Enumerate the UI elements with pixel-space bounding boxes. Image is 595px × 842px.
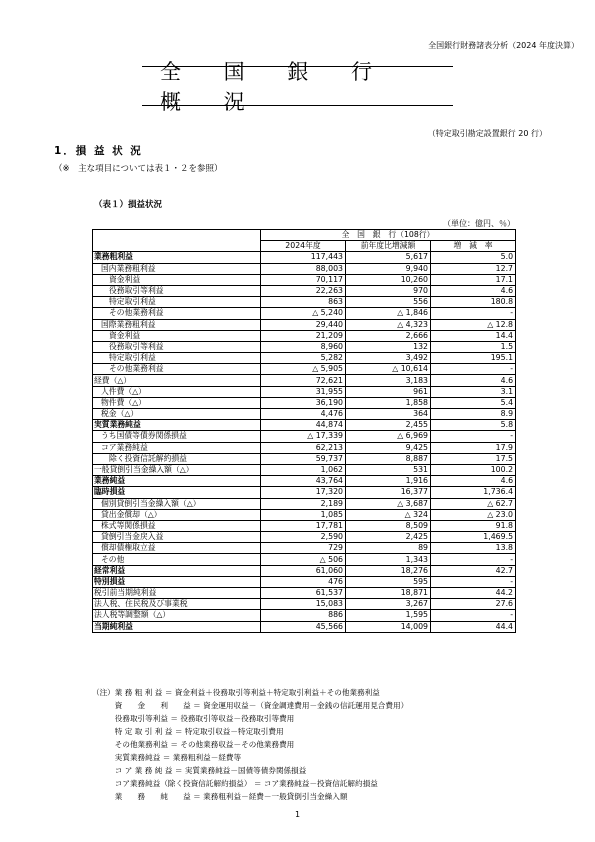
value-change: 970 — [346, 285, 431, 296]
value-rate: 17.5 — [431, 453, 516, 464]
value-change: 132 — [346, 341, 431, 352]
table-row — [93, 364, 516, 375]
table-row — [93, 409, 516, 420]
value-rate: △ 23.0 — [431, 509, 516, 520]
footnote: 特 定 取 引 利 益 ＝ 特定取引収益－特定取引費用 — [92, 727, 284, 736]
row-label: 除く投資信託解約損益 — [93, 453, 261, 464]
value-rate: 5.8 — [431, 420, 516, 431]
row-label: 経費（△） — [93, 375, 261, 386]
table-body — [93, 252, 516, 632]
value-change: 3,183 — [346, 375, 431, 386]
row-label: 税引前当期純利益 — [93, 588, 261, 599]
value-rate: - — [431, 554, 516, 565]
row-label: 人件費（△） — [93, 386, 261, 397]
value-2024: 4,476 — [261, 409, 346, 420]
table-row — [93, 532, 516, 543]
value-rate: 13.8 — [431, 543, 516, 554]
value-rate: 12.7 — [431, 263, 516, 274]
value-change: △ 324 — [346, 509, 431, 520]
value-2024: 15,083 — [261, 599, 346, 610]
header-group: 全 国 銀 行（108行） — [261, 230, 516, 241]
value-2024: 61,537 — [261, 588, 346, 599]
value-2024: 29,440 — [261, 319, 346, 330]
value-rate: 4.6 — [431, 375, 516, 386]
table-row — [93, 599, 516, 610]
row-label: 特定取引利益 — [93, 353, 261, 364]
value-rate: 3.1 — [431, 386, 516, 397]
row-label: 物件費（△） — [93, 397, 261, 408]
value-rate: 44.2 — [431, 588, 516, 599]
value-rate: 195.1 — [431, 353, 516, 364]
value-change: 1,343 — [346, 554, 431, 565]
value-rate: 8.9 — [431, 409, 516, 420]
table-row — [93, 621, 516, 632]
value-change: 8,509 — [346, 520, 431, 531]
value-2024: 1,085 — [261, 509, 346, 520]
footnote: 実質業務純益 ＝ 業務粗利益－経費等 — [92, 753, 242, 762]
row-label: 業務純益 — [93, 476, 261, 487]
row-label: 貸出金償却（△） — [93, 509, 261, 520]
value-rate: 27.6 — [431, 599, 516, 610]
row-label: 役務取引等利益 — [93, 341, 261, 352]
value-change: 3,267 — [346, 599, 431, 610]
value-change: 16,377 — [346, 487, 431, 498]
value-change: 3,492 — [346, 353, 431, 364]
unit-note: （単位：億円、％） — [443, 219, 515, 228]
footnotes — [92, 686, 408, 803]
value-change: △ 6,969 — [346, 431, 431, 442]
value-change: 10,260 — [346, 274, 431, 285]
row-label: 一般貸倒引当金繰入額（△） — [93, 464, 261, 475]
value-2024: 22,263 — [261, 285, 346, 296]
table-row — [93, 588, 516, 599]
value-rate: - — [431, 610, 516, 621]
value-change: 2,666 — [346, 330, 431, 341]
value-change: 961 — [346, 386, 431, 397]
row-label: 国際業務粗利益 — [93, 319, 261, 330]
value-change: △ 3,687 — [346, 498, 431, 509]
row-label: 経常利益 — [93, 565, 261, 576]
value-change: △ 4,323 — [346, 319, 431, 330]
footnote: （注）業 務 粗 利 益 ＝ 資金利益＋役務取引等利益＋特定取引利益＋その他業務利益 — [92, 688, 380, 697]
value-rate: 1,469.5 — [431, 532, 516, 543]
row-label: 当期純利益 — [93, 621, 261, 632]
row-label: 貸倒引当金戻入益 — [93, 532, 261, 543]
footnote: その他業務利益 ＝ その他業務収益－その他業務費用 — [92, 740, 295, 749]
table-row — [93, 476, 516, 487]
table-row — [93, 308, 516, 319]
row-label: 実質業務純益 — [93, 420, 261, 431]
value-change: 5,617 — [346, 252, 431, 263]
value-2024: 117,443 — [261, 252, 346, 263]
value-change: 556 — [346, 297, 431, 308]
row-label: 臨時損益 — [93, 487, 261, 498]
value-2024: 45,566 — [261, 621, 346, 632]
table-row — [93, 520, 516, 531]
value-2024: 17,781 — [261, 520, 346, 531]
value-change: △ 1,846 — [346, 308, 431, 319]
row-label: 役務取引等利益 — [93, 285, 261, 296]
table-row — [93, 263, 516, 274]
row-label: 業務粗利益 — [93, 252, 261, 263]
table-row — [93, 610, 516, 621]
table-row — [93, 397, 516, 408]
row-label: うち国債等債券関係損益 — [93, 431, 261, 442]
row-label: 個別貸倒引当金繰入額（△） — [93, 498, 261, 509]
row-label: 特定取引利益 — [93, 297, 261, 308]
value-change: 2,425 — [346, 532, 431, 543]
value-2024: 43,764 — [261, 476, 346, 487]
row-label: 資金利益 — [93, 330, 261, 341]
row-label: 償却債権取立益 — [93, 543, 261, 554]
header-col-change: 前年度比増減額 — [346, 241, 431, 252]
footnote: 役務取引等利益 ＝ 役務取引等収益－役務取引等費用 — [92, 714, 295, 723]
table-row — [93, 353, 516, 364]
value-change: 1,595 — [346, 610, 431, 621]
row-label: その他 — [93, 554, 261, 565]
table-row — [93, 442, 516, 453]
value-2024: △ 5,240 — [261, 308, 346, 319]
value-2024: 886 — [261, 610, 346, 621]
profit-loss-table — [92, 229, 516, 633]
table-row — [93, 341, 516, 352]
header-blank — [93, 230, 261, 252]
value-rate: △ 62.7 — [431, 498, 516, 509]
value-2024: 61,060 — [261, 565, 346, 576]
value-rate: 42.7 — [431, 565, 516, 576]
value-2024: 2,590 — [261, 532, 346, 543]
footnote: 資 金 利 益 ＝ 資金運用収益－（資金調達費用－金銭の信託運用見合費用） — [92, 701, 409, 710]
value-2024: 44,874 — [261, 420, 346, 431]
value-change: 364 — [346, 409, 431, 420]
value-2024: 5,282 — [261, 353, 346, 364]
value-rate: - — [431, 308, 516, 319]
value-2024: △ 5,905 — [261, 364, 346, 375]
value-rate: 1,736.4 — [431, 487, 516, 498]
value-rate: 17.1 — [431, 274, 516, 285]
row-label: 税金（△） — [93, 409, 261, 420]
value-rate: - — [431, 576, 516, 587]
table-row — [93, 319, 516, 330]
table-row — [93, 386, 516, 397]
value-change: 595 — [346, 576, 431, 587]
value-2024: △ 17,339 — [261, 431, 346, 442]
table-row — [93, 509, 516, 520]
table-row — [93, 297, 516, 308]
value-rate: - — [431, 431, 516, 442]
value-2024: 70,117 — [261, 274, 346, 285]
table-row — [93, 431, 516, 442]
value-2024: 1,062 — [261, 464, 346, 475]
section-heading: 1．損 益 状 況 — [54, 145, 143, 157]
page-number: 1 — [294, 810, 301, 819]
value-rate: 91.8 — [431, 520, 516, 531]
header-col-year: 2024年度 — [261, 241, 346, 252]
value-2024: 31,955 — [261, 386, 346, 397]
value-rate: 14.4 — [431, 330, 516, 341]
value-rate: 4.6 — [431, 476, 516, 487]
header-col-rate: 増 減 率 — [431, 241, 516, 252]
value-rate: 44.4 — [431, 621, 516, 632]
row-label: 株式等関係損益 — [93, 520, 261, 531]
value-2024: 62,213 — [261, 442, 346, 453]
row-label: その他業務利益 — [93, 364, 261, 375]
value-2024: 729 — [261, 543, 346, 554]
table-row — [93, 453, 516, 464]
value-2024: △ 506 — [261, 554, 346, 565]
table-row — [93, 285, 516, 296]
table-row — [93, 543, 516, 554]
value-change: 531 — [346, 464, 431, 475]
row-label: 法人税、住民税及び事業税 — [93, 599, 261, 610]
value-change: 14,009 — [346, 621, 431, 632]
value-change: △ 10,614 — [346, 364, 431, 375]
value-rate: 4.6 — [431, 285, 516, 296]
value-rate: 180.8 — [431, 297, 516, 308]
value-2024: 59,737 — [261, 453, 346, 464]
value-change: 2,455 — [346, 420, 431, 431]
value-2024: 8,960 — [261, 341, 346, 352]
footnote: 業 務 純 益 ＝ 業務粗利益－経費－一般貸倒引当金繰入額 — [92, 792, 348, 801]
value-rate: - — [431, 364, 516, 375]
row-label: 資金利益 — [93, 274, 261, 285]
row-label: 特別損益 — [93, 576, 261, 587]
value-change: 9,940 — [346, 263, 431, 274]
row-label: 法人税等調整額（△） — [93, 610, 261, 621]
table-row — [93, 576, 516, 587]
page-title: 全 国 銀 行 概 況 — [142, 66, 453, 106]
row-label: 国内業務粗利益 — [93, 263, 261, 274]
table-row — [93, 274, 516, 285]
table-row — [93, 554, 516, 565]
value-2024: 36,190 — [261, 397, 346, 408]
table-row — [93, 375, 516, 386]
value-change: 8,887 — [346, 453, 431, 464]
value-2024: 88,003 — [261, 263, 346, 274]
value-rate: 5.4 — [431, 397, 516, 408]
bank-count-note: （特定取引勘定設置銀行 20 行） — [427, 129, 547, 138]
value-change: 18,276 — [346, 565, 431, 576]
value-change: 1,858 — [346, 397, 431, 408]
document-header: 全国銀行財務諸表分析（2024 年度決算） — [428, 41, 579, 50]
value-rate: 17.9 — [431, 442, 516, 453]
value-2024: 476 — [261, 576, 346, 587]
value-rate: 1.5 — [431, 341, 516, 352]
row-label: コア業務純益 — [93, 442, 261, 453]
footnote: コア業務純益（除く投資信託解約損益） ＝ コア業務純益－投資信託解約損益 — [92, 779, 378, 788]
table-row — [93, 464, 516, 475]
table-row — [93, 565, 516, 576]
value-2024: 863 — [261, 297, 346, 308]
table-row — [93, 330, 516, 341]
value-2024: 72,621 — [261, 375, 346, 386]
value-change: 1,916 — [346, 476, 431, 487]
footnote: コ ア 業 務 純 益 ＝ 実質業務純益－国債等債券関係損益 — [92, 766, 307, 775]
value-rate: △ 12.8 — [431, 319, 516, 330]
value-rate: 5.0 — [431, 252, 516, 263]
value-change: 9,425 — [346, 442, 431, 453]
value-2024: 2,189 — [261, 498, 346, 509]
section-note: （※ 主な項目については表１・２を参照） — [54, 164, 223, 174]
value-2024: 17,320 — [261, 487, 346, 498]
table-row — [93, 498, 516, 509]
value-2024: 21,209 — [261, 330, 346, 341]
table-row — [93, 487, 516, 498]
table-row — [93, 420, 516, 431]
table-row — [93, 252, 516, 263]
row-label: その他業務利益 — [93, 308, 261, 319]
value-change: 89 — [346, 543, 431, 554]
value-change: 18,871 — [346, 588, 431, 599]
table-title: （表１）損益状況 — [94, 200, 163, 210]
value-rate: 100.2 — [431, 464, 516, 475]
